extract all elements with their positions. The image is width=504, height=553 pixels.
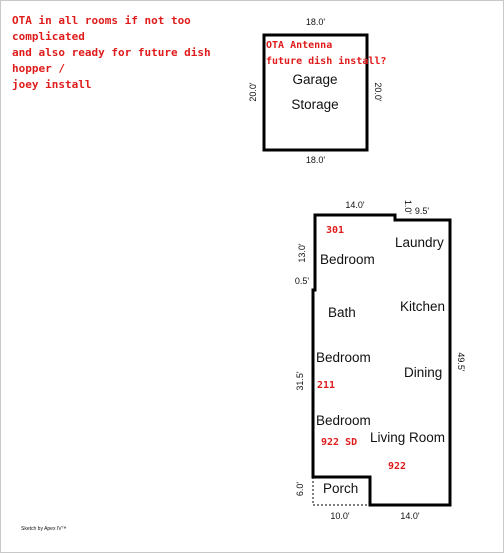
house-dim-top: 14.0'	[345, 200, 365, 210]
house-dim-bottom-left: 10.0'	[330, 511, 350, 521]
house-dim-right: 49.5'	[456, 352, 466, 372]
code-301: 301	[326, 225, 345, 236]
garage-note-line-2: future dish install?	[266, 56, 387, 67]
room-porch: Porch	[323, 481, 359, 496]
garage-note-line-1: OTA Antenna	[266, 40, 333, 51]
room-bath: Bath	[328, 305, 356, 320]
garage-dim-left: 20.0'	[248, 82, 258, 102]
room-bedroom-2: Bedroom	[316, 350, 371, 365]
room-bedroom-3: Bedroom	[316, 413, 371, 428]
garage-dim-right: 20.0'	[373, 82, 383, 102]
room-living-room: Living Room	[370, 430, 446, 445]
house-dim-notch: 0.5'	[294, 276, 310, 286]
code-211: 211	[317, 380, 336, 391]
garage-dim-top: 18.0'	[305, 17, 326, 27]
garage-outline	[264, 35, 367, 150]
room-laundry: Laundry	[395, 235, 444, 250]
garage-label: Garage	[292, 72, 338, 87]
code-922-sd: 922 SD	[321, 437, 358, 448]
house-dim-step: 1.0'	[403, 199, 413, 215]
house-dim-top-right: 9.5'	[414, 206, 430, 216]
room-kitchen: Kitchen	[400, 299, 446, 314]
garage-dim-bottom: 18.0'	[305, 155, 326, 165]
porch-dim-height: 6.0'	[295, 481, 305, 497]
house-dim-left-upper: 13.0'	[297, 243, 307, 263]
house-dim-bottom-right: 14.0'	[400, 511, 420, 521]
house-dim-left-main: 31.5'	[295, 371, 305, 391]
handwritten-note: OTA in all rooms if not too complicated and also ready for future dish hopper / joey install	[12, 14, 211, 91]
code-922: 922	[388, 461, 407, 472]
storage-label: Storage	[291, 97, 339, 112]
sketch-credit: Sketch by Apex IV™	[21, 526, 67, 532]
room-dining: Dining	[404, 365, 443, 380]
room-bedroom-1: Bedroom	[320, 252, 375, 267]
